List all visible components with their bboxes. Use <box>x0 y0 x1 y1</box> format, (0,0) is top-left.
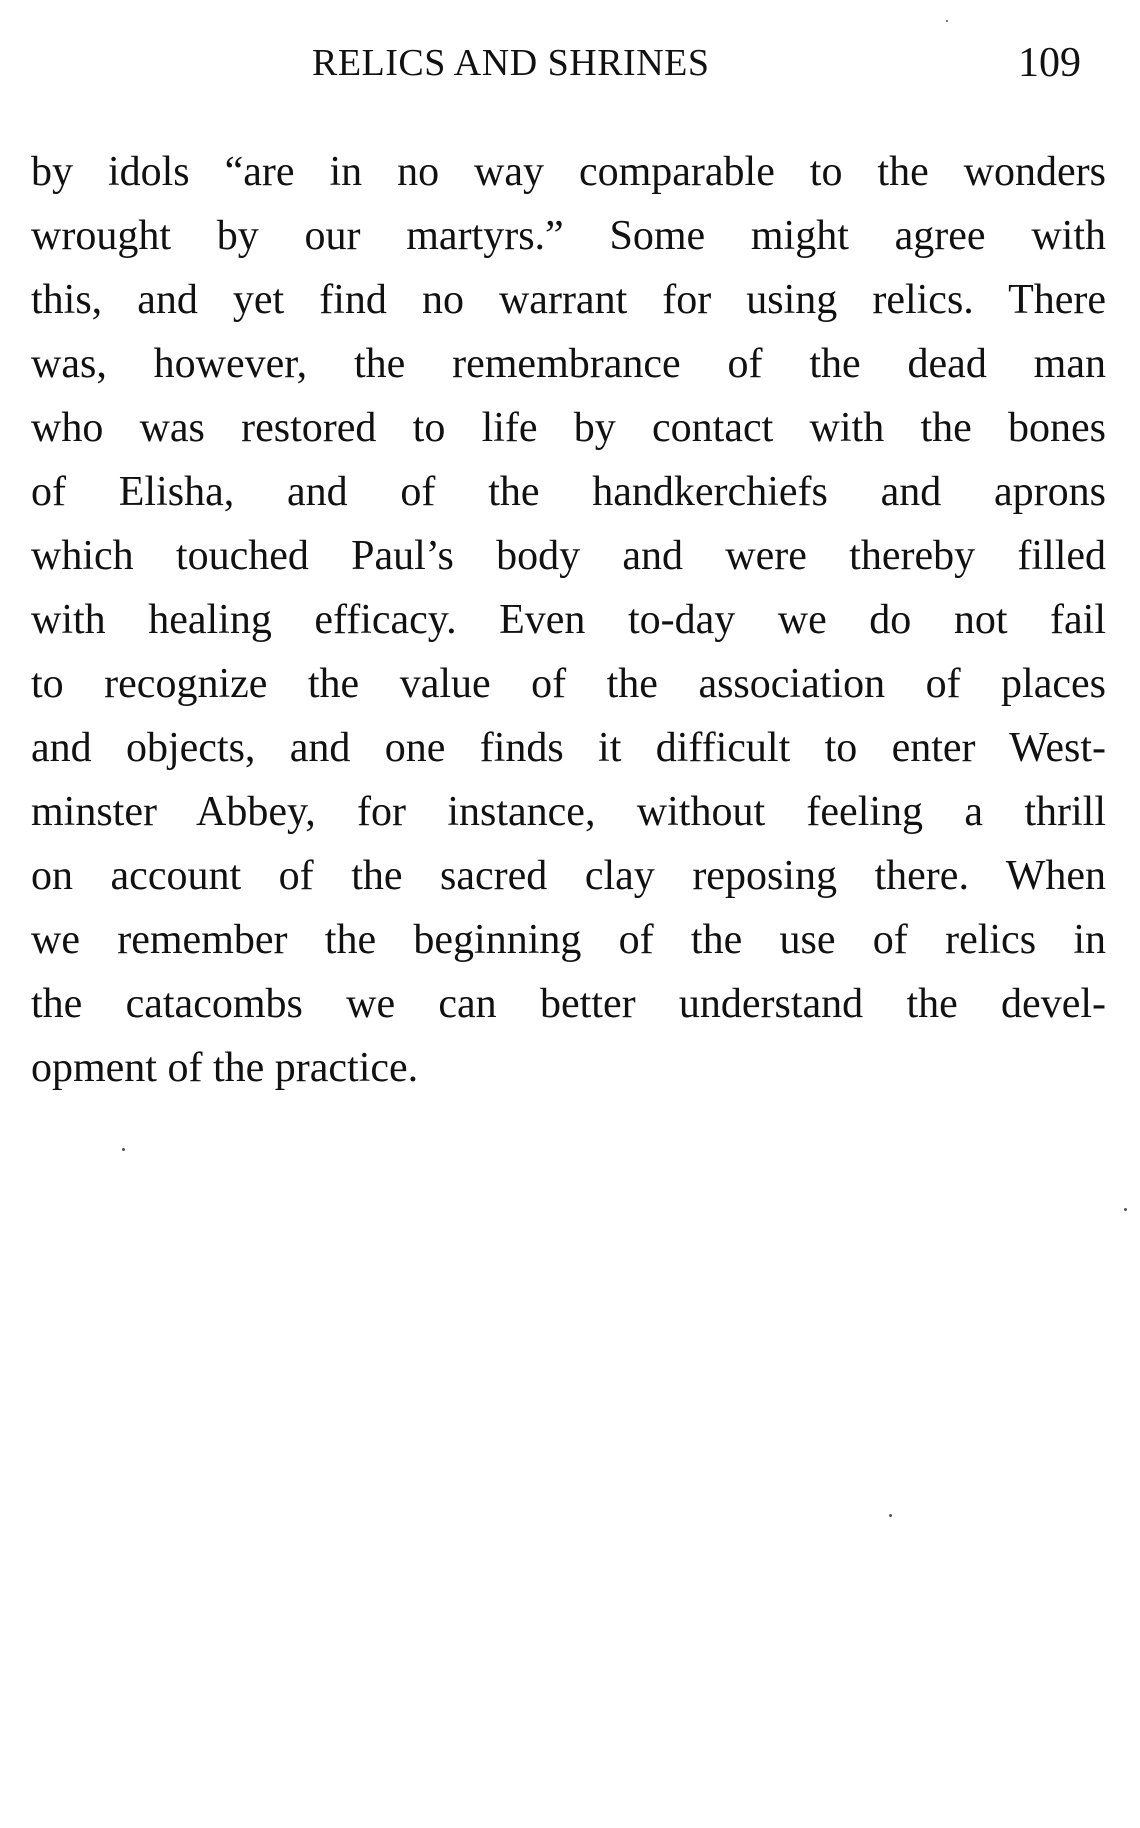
text-line: which touched Paul’s body and were thereby filled <box>31 533 1106 579</box>
text-line: the catacombs we can better understand the devel- <box>31 981 1106 1027</box>
text-line: was, however, the remembrance of the dead man <box>31 341 1106 387</box>
text-line: wrought by our martyrs.” Some might agree with <box>31 213 1106 259</box>
text-line: this, and yet find no warrant for using relics. There <box>31 277 1106 323</box>
text-line: with healing efficacy. Even to-day we do not fail <box>31 597 1106 643</box>
text-line-last: opment of the practice. <box>31 1045 419 1091</box>
text-line: who was restored to life by contact with the bones <box>31 405 1106 451</box>
scan-speck <box>1124 1208 1127 1211</box>
page-number: 109 <box>1018 40 1081 86</box>
body-paragraph <box>31 140 1106 1100</box>
scan-speck <box>122 1148 125 1151</box>
text-line: by idols “are in no way comparable to the wonders <box>31 149 1106 195</box>
text-line: and objects, and one finds it difficult to enter West- <box>31 725 1106 771</box>
text-line: we remember the beginning of the use of relics in <box>31 917 1106 963</box>
text-line: to recognize the value of the association of places <box>31 661 1106 707</box>
running-head <box>0 38 1140 88</box>
scan-speck <box>946 20 948 22</box>
running-title: RELICS AND SHRINES <box>312 42 710 84</box>
scan-speck <box>889 1514 892 1517</box>
text-line: of Elisha, and of the handkerchiefs and aprons <box>31 469 1106 515</box>
text-line: on account of the sacred clay reposing there. When <box>31 853 1106 899</box>
text-line: minster Abbey, for instance, without feeling a thrill <box>31 789 1106 835</box>
